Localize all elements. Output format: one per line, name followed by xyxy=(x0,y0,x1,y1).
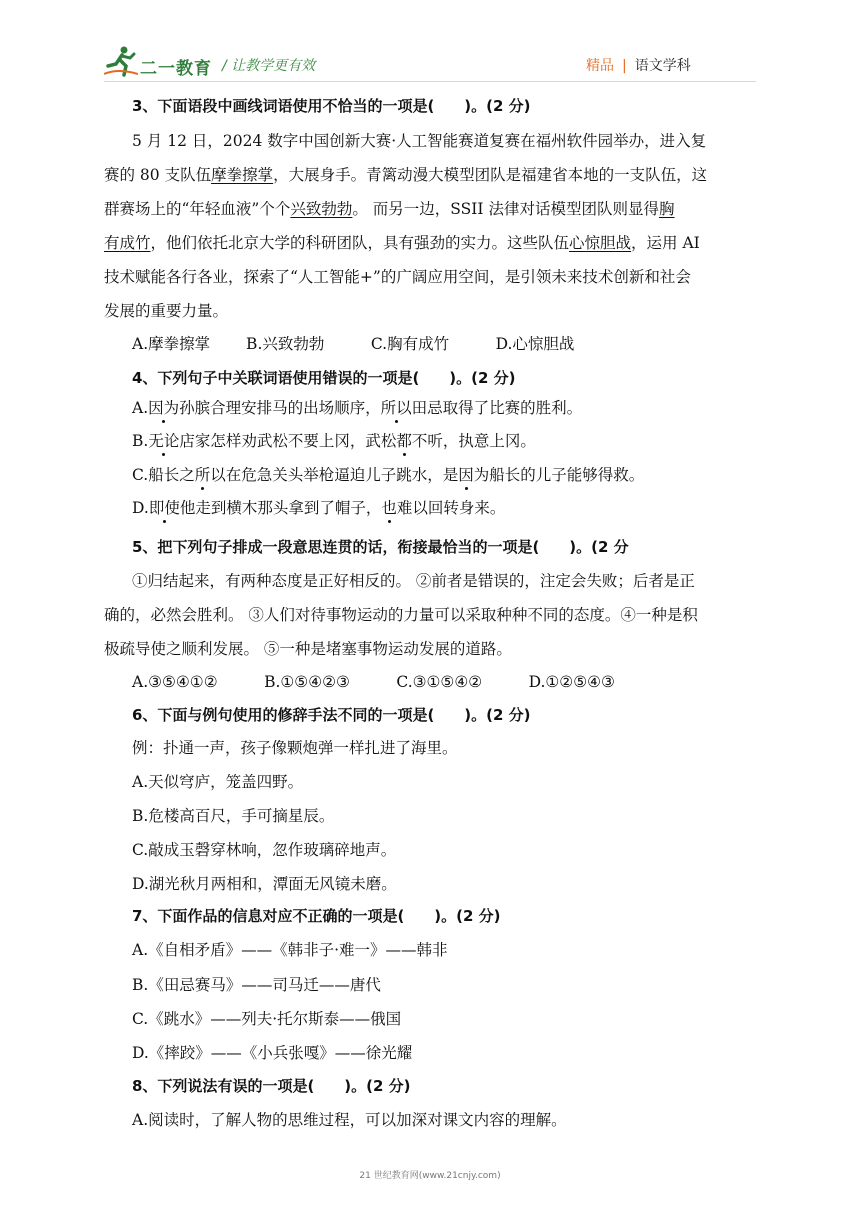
runner-logo-icon xyxy=(104,44,138,78)
dotted-connective: 之所以 xyxy=(179,466,226,484)
q7-option-b: B.《田忌赛马》——司马迁——唐代 xyxy=(132,976,381,994)
q4-option-c: C.船长之所以在危急关头举枪逼迫儿子跳水，是因为船长的儿子能够得救。 xyxy=(132,466,645,484)
q6-title: 6、下面与例句使用的修辞手法不同的一项是( )。(2 分) xyxy=(132,706,531,724)
q5-options: A.③⑤④①② B.①⑤④②③ C.③①⑤④② D.①②⑤④③ xyxy=(132,673,615,691)
page-header xyxy=(0,0,860,90)
q3-passage-line: 5 月 12 日，2024 数字中国创新大赛·人工智能赛道复赛在福州软件园举办，进入复 xyxy=(132,132,707,150)
page-footer: 21 世纪教育网(www.21cnjy.com) xyxy=(359,1171,501,1181)
q5-text-line: 极疏导使之顺利发展。 ⑤一种是堵塞事物运动发展的道路。 xyxy=(104,640,512,658)
dotted-connective: 即使 xyxy=(148,499,180,517)
dotted-connective: 所以 xyxy=(380,399,412,417)
header-divider xyxy=(104,81,756,82)
q6-option-a: A.天似穹庐，笼盖四野。 xyxy=(132,773,304,791)
q7-option-c: C.《跳水》——列夫·托尔斯泰——俄国 xyxy=(132,1010,402,1028)
dotted-connective: 也 xyxy=(381,499,397,517)
dotted-connective: 因为 xyxy=(148,399,180,417)
underlined-word: 有成竹 xyxy=(104,234,151,252)
logo-text: 二一教育 xyxy=(140,59,212,79)
q4-option-d: D.即使他走到横木那头拿到了帽子，也难以回转身来。 xyxy=(132,499,506,517)
dotted-connective: 都 xyxy=(396,432,412,450)
q7-option-d: D.《摔跤》——《小兵张嘎》——徐光耀 xyxy=(132,1044,413,1062)
slogan: / 让教学更有效 xyxy=(222,58,316,74)
q6-example: 例：扑通一声，孩子像颗炮弹一样扎进了海里。 xyxy=(132,739,458,757)
q5-text-line: ①归结起来，有两种态度是正好相反的。 ②前者是错误的，注定会失败；后者是正 xyxy=(132,572,695,590)
q8-option-a: A.阅读时，了解人物的思维过程，可以加深对课文内容的理解。 xyxy=(132,1111,567,1129)
underlined-word: 胸 xyxy=(658,200,675,218)
header-right xyxy=(586,55,691,75)
q4-title: 4、下列句子中关联词语使用错误的一项是( )。(2 分) xyxy=(132,369,516,387)
quality-label: 精品 xyxy=(586,58,614,74)
underlined-word: 心惊胆战 xyxy=(569,234,632,252)
q7-title: 7、下面作品的信息对应不正确的一项是( )。(2 分) xyxy=(132,907,501,925)
q6-option-c: C.敲成玉磬穿林响，忽作玻璃碎地声。 xyxy=(132,841,397,859)
q3-title: 3、下面语段中画线词语使用不恰当的一项是( )。(2 分) xyxy=(132,97,531,115)
q3-passage-line: 赛的 80 支队伍摩拳擦掌，大展身手。青篱动漫大模型团队是福建省本地的一支队伍，这 xyxy=(104,166,708,184)
q3-passage-line: 技术赋能各行各业，探索了“人工智能+”的广阔应用空间，是引领未来技术创新和社会 xyxy=(104,268,691,286)
q5-title: 5、把下列句子排成一段意思连贯的话，衔接最恰当的一项是( )。(2 分 xyxy=(132,538,629,556)
q4-option-a: A.因为孙膑合理安排马的出场顺序，所以田忌取得了比赛的胜利。 xyxy=(132,399,583,417)
dotted-connective: 是因为 xyxy=(442,466,490,484)
header-separator: | xyxy=(622,58,627,74)
q3-passage-line: 发展的重要力量。 xyxy=(104,302,229,320)
underlined-word: 兴致勃勃 xyxy=(290,200,353,218)
subject-label: 语文学科 xyxy=(634,58,691,74)
q3-passage-line: 群赛场上的“年轻血液”个个兴致勃勃。 而另一边，SSII 法律对话模型团队则显得胸 xyxy=(104,200,675,218)
q5-text-line: 确的，必然会胜利。 ③人们对待事物运动的力量可以采取种种不同的态度。④一种是积 xyxy=(104,606,698,624)
q6-option-d: D.湖光秋月两相和，潭面无风镜未磨。 xyxy=(132,875,397,893)
q3-passage-line: 有成竹，他们依托北京大学的科研团队，具有强劲的实力。这些队伍心惊胆战，运用 AI xyxy=(104,234,700,252)
q3-options: A.摩拳擦掌 B.兴致勃勃 C.胸有成竹 D.心惊胆战 xyxy=(132,335,575,353)
q6-option-b: B.危楼高百尺，手可摘星辰。 xyxy=(132,807,335,825)
dotted-connective: 无论 xyxy=(148,432,180,450)
q7-option-a: A.《自相矛盾》——《韩非子·难一》——韩非 xyxy=(132,941,448,959)
q4-option-b: B.无论店家怎样劝武松不要上冈，武松都不听，执意上冈。 xyxy=(132,432,536,450)
underlined-word: 摩拳擦掌 xyxy=(211,166,274,184)
q8-title: 8、下列说法有误的一项是( )。(2 分) xyxy=(132,1077,411,1095)
